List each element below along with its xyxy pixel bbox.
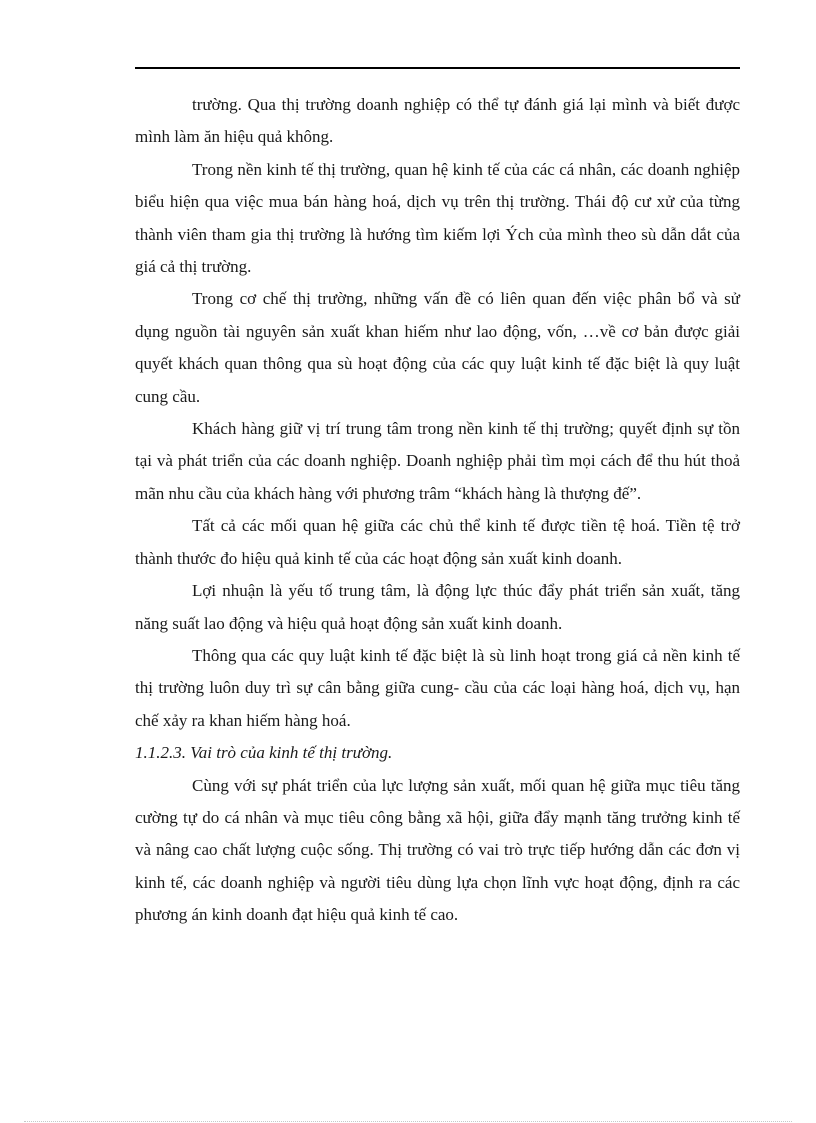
document-body xyxy=(135,89,740,932)
paragraph-market-role: Cùng với sự phát triển của lực lượng sản xuất, mối quan hệ giữa mục tiêu tăng cường tự do cá nhân và mục tiêu công bằng xã hội, giữa đẩy mạnh tăng trưởng kinh tế và nâng cao chất lượng cuộc sống. Thị trường có vai trò trực tiếp hướng dẫn các đơn vị kinh tế, các doanh nghiệp và người tiêu dùng lựa chọn lĩnh vực hoạt động, định ra các phương án kinh doanh đạt hiệu quả kinh tế cao. xyxy=(135,775,740,925)
paragraph-market-evaluation: trường. Qua thị trường doanh nghiệp có thể tự đánh giá lại mình và biết được mình làm ăn hiệu quả không. xyxy=(135,95,740,147)
paragraph-economic-relations: Trong nền kinh tế thị trường, quan hệ kinh tế của các cá nhân, các doanh nghiệp biểu hiện qua việc mua bán hàng hoá, dịch vụ trên thị trường. Thái độ cư xử của từng thành viên tham gia thị trường là hướng tìm kiếm lợi Ých của mình theo sù dẫn dắt của giá cả thị trường. xyxy=(135,159,740,277)
header-rule xyxy=(135,67,740,69)
paragraph-customer-centric: Khách hàng giữ vị trí trung tâm trong nền kinh tế thị trường; quyết định sự tồn tại và phát triển của các doanh nghiệp. Doanh nghiệp phải tìm mọi cách để thu hút thoả mãn nhu cầu của khách hàng với phương trâm “khách hàng là thượng đế”. xyxy=(135,419,740,503)
paragraph-supply-demand-balance: Thông qua các quy luật kinh tế đặc biệt là sù linh hoạt trong giá cả nền kinh tế thị trường luôn duy trì sự cân bằng giữa cung- cầu của các loại hàng hoá, dịch vụ, hạn chế xảy ra khan hiếm hàng hoá. xyxy=(135,645,740,730)
section-heading: 1.1.2.3. Vai trò của kinh tế thị trường. xyxy=(135,743,393,763)
paragraph-resource-allocation: Trong cơ chế thị trường, những vấn đề có liên quan đến việc phân bổ và sử dụng nguồn tài nguyên sản xuất khan hiếm như lao động, vốn, …về cơ bản được giải quyết khách quan thông qua sù hoạt động của các quy luật kinh tế đặc biệt là quy luật cung cầu. xyxy=(135,289,740,406)
page-bottom-rule xyxy=(24,1121,792,1122)
paragraph-monetization: Tất cả các mối quan hệ giữa các chủ thể kinh tế được tiền tệ hoá. Tiền tệ trở thành thước đo hiệu quả kinh tế của các hoạt động sản xuất kinh doanh. xyxy=(135,516,740,568)
paragraph-profit: Lợi nhuận là yếu tố trung tâm, là động lực thúc đẩy phát triển sản xuất, tăng năng suất lao động và hiệu quả hoạt động sản xuất kinh doanh. xyxy=(135,581,740,633)
